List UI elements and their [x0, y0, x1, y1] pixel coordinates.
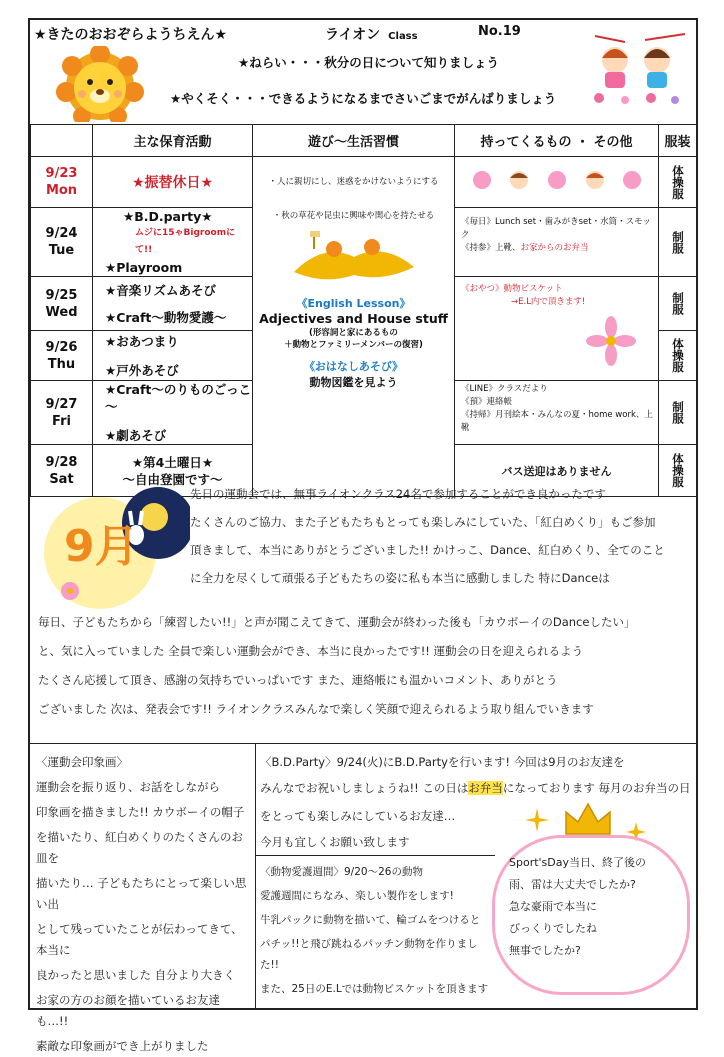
row-uniform: 制服	[659, 381, 697, 445]
bring-cell-3: 《おやつ》動物ビスケット →E.L内で頂きます!	[455, 277, 659, 381]
main-message-line: ございました 次は、発表会です!! ライオンクラスみんなで楽しく笑顔で迎えられるよう取り組んでいきます	[38, 702, 594, 716]
crown-icon	[560, 800, 616, 840]
row-date: 9/23 Mon	[31, 157, 93, 208]
flower-icon	[61, 582, 79, 600]
school-name: ★きたのおおぞらようちえん★	[34, 27, 228, 43]
row-uniform: 体操服	[659, 157, 697, 208]
table-row	[31, 157, 697, 208]
row-activity: ★第4土曜日★ ～自由登園です～	[93, 445, 253, 497]
section-divider	[255, 855, 495, 856]
header-bring: 持ってくるもの ・ その他	[455, 125, 659, 157]
play-cell: ・人に親切にし、迷惑をかけないようにする ・秋の草花や昆虫に興味や関心を持たせる 《English Lesson》 Adjectives and House stuff (形容詞と家にあるもの ＋動物とファミリーメンバーの復習) 《おはなしあそび》 動物図鑑を見よう	[253, 157, 455, 497]
row-uniform: 体操服	[659, 445, 697, 497]
row-date: 9/25 Wed	[31, 277, 93, 331]
section-divider	[255, 743, 256, 1008]
row-activity: ★B.D.party★ ムジに15ゃBigroomにて!! ★Playroom	[93, 208, 253, 277]
sparkle-icon	[525, 808, 549, 832]
bring-cell-4: 《LINE》クラスだより 《預》連絡帳 《持帰》月刊絵本・みんなの夏・home work、上靴	[455, 381, 659, 445]
bd-party-line: をとっても楽しみにしているお友達…	[260, 809, 456, 823]
header-activities: 主な保育活動	[93, 125, 253, 157]
schedule-table	[30, 124, 697, 497]
bd-party-line: みんなでお祝いしましょうね!! この日はお弁当になっております 毎月のお弁当の日	[260, 781, 691, 795]
header-play: 遊び～生活習慣	[253, 125, 455, 157]
section-divider	[30, 743, 696, 744]
issue-number: No.19	[478, 24, 521, 39]
class-name: ライオン Class	[325, 27, 418, 43]
children-icon	[585, 28, 693, 108]
row-date: 9/26 Thu	[31, 331, 93, 381]
fox-icon	[284, 227, 424, 287]
row-uniform: 制服	[659, 208, 697, 277]
month-badge: 9月	[64, 521, 139, 572]
row-uniform: 体操服	[659, 331, 697, 381]
cosmos-icon	[581, 313, 641, 369]
bus-note: バス送迎はありません	[455, 445, 659, 497]
bd-party-line: 〈B.D.Party〉9/24(火)にB.D.Partyを行います! 今回は9月のお友達を	[260, 755, 625, 769]
lion-icon	[52, 46, 148, 122]
row-date: 9/27 Fri	[31, 381, 93, 445]
bring-cell-2: 《毎日》Lunch set・歯みがきset・水筒・スモック 《持参》上靴、お家からのお弁当	[455, 208, 659, 277]
row-date: 9/28 Sat	[31, 445, 93, 497]
row-activity: ★おあつまり ★戸外あそび	[93, 331, 253, 381]
main-message-line: 毎日、子どもたちから「練習したい!!」と声が聞こえてきて、運動会が終わった後も「カウボーイのDanceしたい」	[38, 615, 636, 629]
row-activity: ★振替休日★	[93, 157, 253, 208]
row-date: 9/24 Tue	[31, 208, 93, 277]
aim-text: ★ねらい・・・秋分の日について知りましょう	[238, 55, 499, 70]
main-message-line: たくさん応援して頂き、感謝の気持ちでいっぱいです また、連絡帳にも温かいコメント、ありがとう	[38, 673, 558, 687]
kids-faces-icon	[467, 168, 647, 192]
sports-memory: 〈運動会印象画〉 運動会を振り返り、お話をしながら 印象画を描きました!! カウボーイの帽子 を描いたり、紅白めくりのたくさんのお皿を 描いたり… 子どもたちにとって楽しい思い出 として残っていたことが伝わってきて、本当に 良かったと思いました 自分より大きく お家の方のお顔を描いているお友達も…!! 素敵な印象画ができ上がりました	[36, 755, 247, 1053]
animal-week: 〈動物愛護週間〉9/20～26の動物 愛護週間にちなみ、楽しい製作をします! 牛乳パックに動物を描いて、輪ゴムをつけると パチッ!!と飛び跳ねるパッチン動物を作りました!! また、25日のE.Lでは動物ビスケットを頂きます	[260, 866, 489, 995]
bring-cell-1	[455, 157, 659, 208]
promise-text: ★やくそく・・・できるようになるまでさいごまでがんばりましょう	[170, 91, 557, 106]
row-activity: ★Craft～のりものごっこ～ ★劇あそび	[93, 381, 253, 445]
main-message-line: と、気に入っていました 全員で楽しい運動会ができ、本当に良かったです!! 運動会の日を迎えられるよう	[38, 644, 584, 658]
main-message-line: 先日の運動会では、無事ライオンクラス24名で参加することができ良かったです	[190, 487, 606, 501]
row-activity: ★音楽リズムあそび ★Craft～動物愛護～	[93, 277, 253, 331]
main-message-line: に全力を尽くして頑張る子どもたちの姿に私も本当に感動しました 特にDanceは	[190, 571, 610, 585]
main-message-line: たくさんのご協力、また子どもたちもとっても楽しみにしていた、「紅白めくり」もご参加	[190, 515, 656, 529]
header-uniform: 服装	[659, 125, 697, 157]
sports-day-note: Sport'sDay当日、終了後の 雨、雷は大丈夫でしたか? 急な豪雨で本当に びっくりでしたね 無事でしたか?	[492, 835, 690, 995]
row-uniform: 制服	[659, 277, 697, 331]
corner-cell	[31, 125, 93, 157]
main-message-line: 頂きまして、本当にありがとうございました!! かけっこ、Dance、紅白めくり、全てのこと	[190, 543, 665, 557]
bd-party-line: 今月も宜しくお願い致します	[260, 835, 410, 849]
flower-icon	[594, 93, 679, 104]
